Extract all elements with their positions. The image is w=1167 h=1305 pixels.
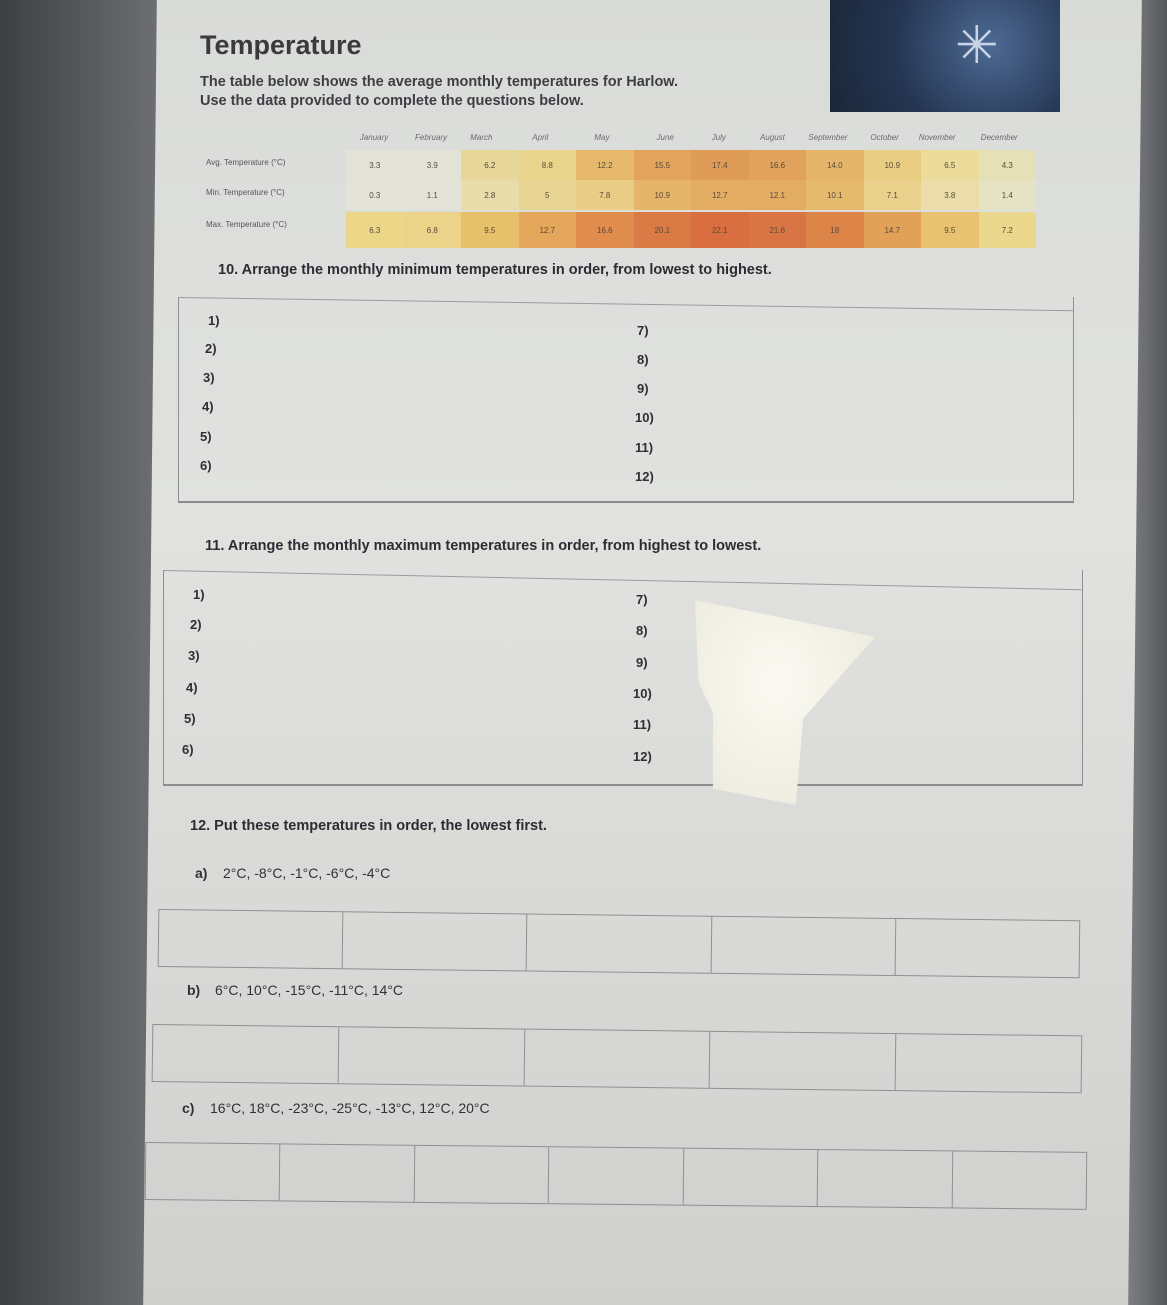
- question-12-title: 12. Put these temperatures in order, the lowest first.: [190, 818, 547, 834]
- intro-line-1: The table below shows the average monthly temperatures for Harlow.: [200, 74, 679, 90]
- answer-number: 1): [193, 587, 205, 602]
- part-c-answer-grid[interactable]: [145, 1142, 1088, 1210]
- month-header: November: [918, 133, 956, 142]
- table-cell: 10.9: [634, 180, 692, 210]
- answer-number: 4): [202, 399, 214, 414]
- table-cell: 1.1: [404, 180, 462, 210]
- row-cells: [346, 212, 1036, 248]
- table-cell: 12.7: [519, 212, 577, 248]
- month-header: September: [808, 133, 848, 142]
- answer-cell[interactable]: [894, 919, 1079, 977]
- avg-temperature-row: [206, 150, 1036, 180]
- table-cell: 14.0: [806, 150, 864, 180]
- answer-cell[interactable]: [526, 915, 711, 973]
- answer-number: 5): [184, 711, 196, 726]
- table-cell: 15.5: [634, 150, 692, 180]
- row-label: Max. Temperature (°C): [206, 220, 287, 229]
- table-cell: 5: [519, 180, 577, 210]
- answer-number: 11): [633, 717, 652, 732]
- month-header: March: [470, 133, 493, 142]
- part-letter: c): [182, 1100, 195, 1116]
- answer-cell[interactable]: [337, 1027, 523, 1085]
- month-header: October: [870, 133, 899, 142]
- table-cell: 10.1: [806, 180, 864, 210]
- month-header: June: [656, 133, 674, 142]
- page-title: Temperature: [200, 30, 362, 60]
- answer-cell[interactable]: [709, 1032, 895, 1090]
- row-label: Avg. Temperature (°C): [206, 158, 286, 167]
- table-cell: 16.6: [576, 212, 634, 248]
- table-cell: 3.8: [921, 180, 979, 210]
- answer-cell[interactable]: [710, 917, 895, 975]
- table-cell: 7.8: [576, 180, 634, 210]
- part-values: 6°C, 10°C, -15°C, -11°C, 14°C: [215, 982, 404, 998]
- answer-number: 6): [182, 742, 194, 757]
- answer-number: 6): [200, 458, 212, 473]
- table-cell: 6.5: [921, 150, 979, 180]
- answer-number: 12): [635, 469, 654, 484]
- answer-number: 4): [186, 680, 198, 695]
- part-b-label: [187, 982, 403, 998]
- answer-number: 8): [636, 623, 648, 638]
- table-cell: 8.8: [519, 150, 577, 180]
- table-cell: 3.9: [404, 150, 462, 180]
- answer-number: 9): [636, 655, 648, 670]
- table-cell: 22.1: [691, 212, 749, 248]
- table-cell: 3.3: [346, 150, 404, 180]
- part-b-answer-grid[interactable]: [152, 1024, 1083, 1093]
- answer-number: 3): [188, 648, 200, 663]
- part-c-label: [182, 1100, 490, 1116]
- answer-cell[interactable]: [153, 1025, 338, 1083]
- month-header: January: [359, 133, 389, 142]
- answer-cell[interactable]: [895, 1034, 1081, 1092]
- part-letter: a): [195, 865, 208, 881]
- table-cell: 18: [806, 212, 864, 248]
- month-header: July: [711, 133, 726, 142]
- question-10-answer-box[interactable]: [178, 297, 1074, 503]
- background-left: [0, 0, 160, 1305]
- answer-cell[interactable]: [146, 1143, 280, 1200]
- answer-number: 10): [633, 686, 652, 701]
- answer-cell[interactable]: [342, 912, 527, 970]
- table-cell: 9.5: [461, 212, 519, 248]
- min-temperature-row: [206, 180, 1036, 210]
- table-cell: 7.1: [864, 180, 922, 210]
- snowflake-photo: [830, 0, 1060, 112]
- part-letter: b): [187, 982, 201, 998]
- table-cell: 17.4: [691, 150, 749, 180]
- part-values: 2°C, -8°C, -1°C, -6°C, -4°C: [223, 865, 391, 881]
- table-cell: 14.7: [864, 212, 922, 248]
- snowflake-icon: ✳: [955, 17, 999, 75]
- table-cell: 6.8: [404, 212, 462, 248]
- month-header: April: [532, 133, 549, 142]
- answer-number: 7): [636, 592, 648, 607]
- answer-cell[interactable]: [159, 910, 343, 968]
- max-temperature-row: [206, 212, 1036, 248]
- answer-cell[interactable]: [414, 1146, 549, 1203]
- table-cell: 1.4: [979, 180, 1037, 210]
- table-cell: 20.1: [634, 212, 692, 248]
- table-cell: 12.7: [691, 180, 749, 210]
- answer-number: 7): [637, 323, 649, 338]
- answer-cell[interactable]: [817, 1150, 952, 1207]
- answer-cell[interactable]: [279, 1144, 414, 1201]
- table-cell: 7.2: [979, 212, 1037, 248]
- row-label: Min. Temperature (°C): [206, 188, 285, 197]
- month-header: February: [415, 133, 448, 142]
- answer-number: 5): [200, 429, 212, 444]
- table-cell: 12.1: [749, 180, 807, 210]
- month-header: December: [980, 133, 1018, 142]
- answer-number: 1): [208, 313, 220, 328]
- temperature-table: [206, 130, 1036, 248]
- table-cell: 6.3: [346, 212, 404, 248]
- table-cell: 10.9: [864, 150, 922, 180]
- answer-cell[interactable]: [548, 1147, 683, 1204]
- question-11-answer-box[interactable]: [163, 570, 1083, 786]
- table-header: [346, 130, 1036, 150]
- answer-number: 3): [203, 370, 215, 385]
- table-cell: 4.3: [979, 150, 1037, 180]
- part-a-label: [195, 865, 390, 881]
- row-cells: [346, 150, 1036, 180]
- table-cell: 6.2: [461, 150, 519, 180]
- table-cell: 2.8: [461, 180, 519, 210]
- question-11-title: 11. Arrange the monthly maximum temperatures in order, from highest to lowest.: [205, 538, 762, 554]
- answer-number: 9): [637, 381, 649, 396]
- table-cell: 21.6: [749, 212, 807, 248]
- answer-number: 2): [190, 617, 202, 632]
- table-cell: 12.2: [576, 150, 634, 180]
- answer-cell[interactable]: [951, 1151, 1086, 1208]
- answer-cell[interactable]: [682, 1149, 817, 1206]
- month-header: May: [594, 133, 610, 142]
- table-cell: 16.6: [749, 150, 807, 180]
- answer-number: 8): [637, 352, 649, 367]
- table-cell: 9.5: [921, 212, 979, 248]
- part-a-answer-grid[interactable]: [158, 909, 1081, 978]
- question-10-title: 10. Arrange the monthly minimum temperatures in order, from lowest to highest.: [218, 262, 772, 278]
- table-cell: 0.3: [346, 180, 404, 210]
- answer-number: 12): [633, 749, 652, 764]
- answer-number: 10): [635, 410, 654, 425]
- part-values: 16°C, 18°C, -23°C, -25°C, -13°C, 12°C, 20°C: [210, 1100, 490, 1116]
- month-header: August: [760, 133, 785, 142]
- answer-number: 11): [635, 440, 654, 455]
- intro-line-2: Use the data provided to complete the questions below.: [200, 93, 584, 109]
- answer-number: 2): [205, 341, 217, 356]
- row-cells: [346, 180, 1036, 210]
- answer-cell[interactable]: [523, 1030, 709, 1088]
